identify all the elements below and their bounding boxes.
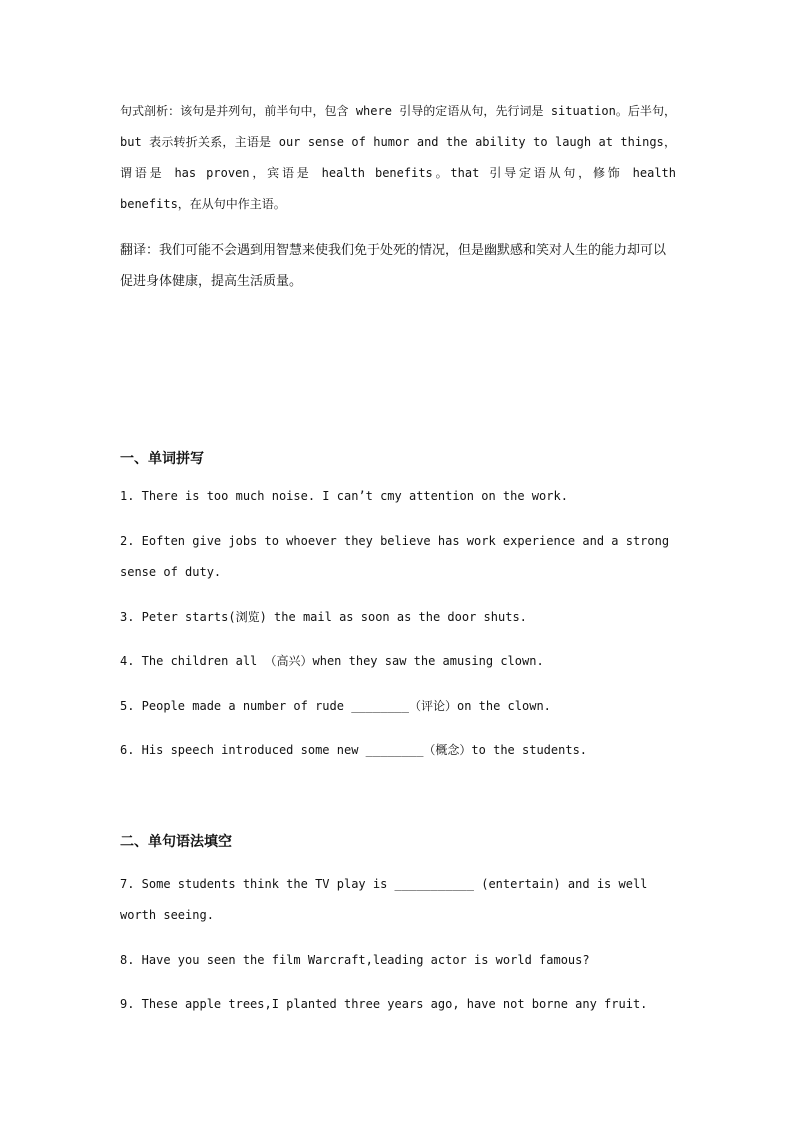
question-7: 7. Some students think the TV play is ___________ (entertain) and is well worth seeing. [120, 877, 648, 922]
question-2: 2. Eoften give jobs to whoever they believe has work experience and a strong sense of duty. [120, 534, 670, 579]
question-8: 8. Have you seen the film Warcraft,leading actor is world famous? [120, 953, 590, 967]
question-1: 1. There is too much noise. I can’t cmy attention on the work. [120, 489, 568, 503]
question-3: 3. Peter starts(浏览) the mail as soon as the door shuts. [120, 610, 527, 624]
section-heading-grammar-fill: 二、单句语法填空 [120, 834, 232, 850]
question-6: 6. His speech introduced some new ________（概念）to the students. [120, 743, 588, 757]
question-4: 4. The children all （高兴）when they saw the amusing clown. [120, 654, 544, 668]
translation-paragraph: 翻译：我们可能不会遇到用智慧来使我们免于处死的情况，但是幽默感和笑对人生的能力却可以促进身体健康，提高生活质量。 [120, 243, 667, 289]
question-5: 5. People made a number of rude ________（评论）on the clown. [120, 699, 551, 713]
sentence-analysis-paragraph: 句式剖析：该句是并列句，前半句中，包含 where 引导的定语从句，先行词是 situation。后半句，but 表示转折关系，主语是 our sense of humor and the ability to laugh at things，谓语是 has proven，宾语是 health benefits。that 引导定语从句，修饰 health benefits，在从句中作主语。 [120, 104, 676, 211]
question-9: 9. These apple trees,I planted three years ago, have not borne any fruit. [120, 997, 648, 1011]
section-heading-word-spelling: 一、单词拼写 [120, 451, 204, 467]
